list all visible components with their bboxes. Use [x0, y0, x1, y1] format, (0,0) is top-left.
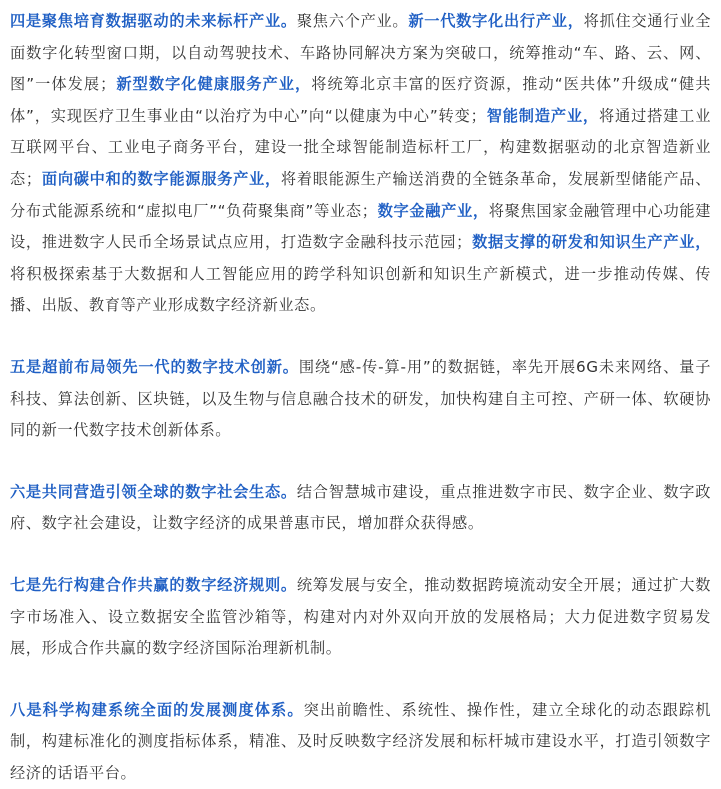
body-text: 将抓住交通行业全面数字化转型窗口期，以自动驾驶技术、车路协同解决方案为突破口，统筹推动“车、路、云、网、图”一体发展；	[10, 12, 711, 94]
body-text: 围绕“感-传-算-用”的数据链，率先开展6G未来网络、量子科技、算法创新、区块链，以及生物与信息融合技术的研发，加快构建自主可控、产研一体、软硬协同的新一代数字技术创新体系。	[10, 357, 711, 440]
paragraph-six	[10, 477, 711, 540]
body-text: 将通过搭建工业互联网平台、工业电子商务平台，建设一批全球智能制造标杆工厂，构建数据驱动的北京智造新业态；	[10, 106, 712, 188]
industry-heading: 数字金融产业，	[377, 201, 489, 220]
paragraph-seven	[10, 570, 711, 665]
industry-heading: 新一代数字化出行产业，	[408, 12, 584, 30]
industry-heading: 数据支撑的研发和知识生产产业，	[471, 233, 711, 252]
body-text: 结合智慧城市建设，重点推进数字市民、数字企业、数字政府、数字社会建设，让数字经济的成果普惠市民，增加群众获得感。	[10, 482, 711, 533]
industry-heading: 新型数字化健康服务产业，	[115, 75, 312, 94]
body-text: 将聚焦国家金融管理中心功能建设，推进数字人民币全场景试点应用，打造数字金融科技示范园；	[10, 201, 711, 252]
paragraph-five	[10, 352, 711, 447]
body-text: 聚焦六个产业。	[296, 12, 409, 30]
paragraph-four	[10, 6, 711, 322]
body-text: 将积极探索基于大数据和人工智能应用的跨学科知识创新和知识生产新模式，进一步推动传媒、传播、出版、教育等产业形成数字经济新业态。	[10, 264, 711, 315]
section-heading: 八是科学构建系统全面的发展测度体系。	[10, 700, 304, 719]
body-text: 将着眼能源生产输送消费的全链条革命，发展新型储能产品、分布式能源系统和“虚拟电厂”“负荷聚集商”等业态；	[10, 169, 712, 220]
industry-heading: 智能制造产业，	[486, 106, 599, 125]
body-text: 统筹发展与安全，推动数据跨境流动安全开展；通过扩大数字市场准入、设立数据安全监管沙箱等，构建对内对外双向开放的发展格局；大力促进数字贸易发展，形成合作共赢的数字经济国际治理新机制。	[10, 575, 711, 658]
section-heading: 四是聚焦培育数据驱动的未来标杆产业。	[10, 12, 297, 30]
body-text: 突出前瞻性、系统性、操作性，建立全球化的动态跟踪机制，构建标准化的测度指标体系，精准、及时反映数字经济发展和标杆城市建设水平，打造引领数字经济的话语平台。	[10, 700, 712, 782]
industry-heading: 面向碳中和的数字能源服务产业，	[41, 169, 281, 188]
section-heading: 七是先行构建合作共赢的数字经济规则。	[10, 575, 297, 594]
section-heading: 六是共同营造引领全球的数字社会生态。	[10, 482, 297, 501]
body-text: 将统筹北京丰富的医疗资源，推动“医共体”升级成“健共体”，实现医疗卫生事业由“以治疗为中心”向“以健康为中心”转变；	[10, 75, 711, 125]
section-heading: 五是超前布局领先一代的数字技术创新。	[10, 357, 299, 376]
paragraph-eight	[10, 695, 711, 789]
